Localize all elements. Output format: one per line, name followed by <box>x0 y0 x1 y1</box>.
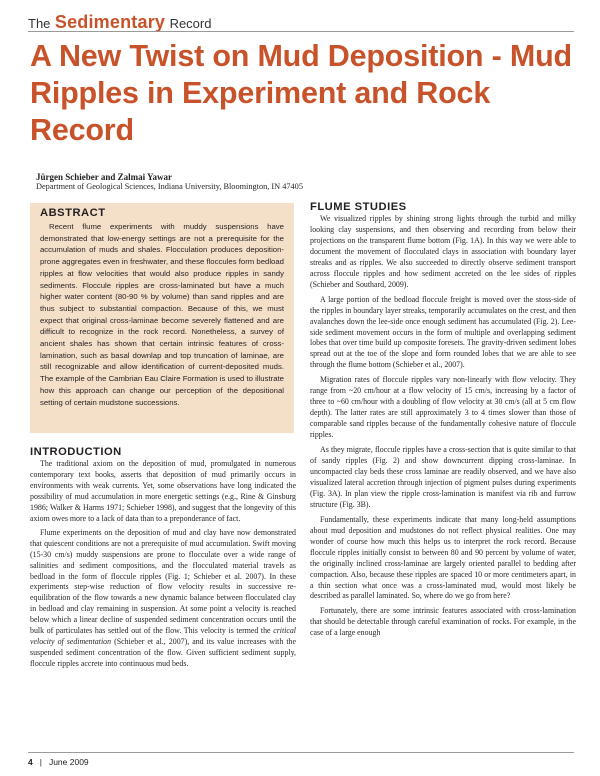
journal-name: Sedimentary <box>54 12 166 32</box>
paragraph-text: (Schieber et al., 2007), and its value increases with the suspended sediment concentration of the flow. Given sufficient sediment supply, floccule ripples accrete into continuous mud beds. <box>30 637 296 669</box>
introduction-paragraph <box>30 528 296 670</box>
abstract-box <box>30 203 294 433</box>
introduction-section <box>30 446 296 673</box>
paragraph-text: Flume experiments on the deposition of mud and clay have now demonstrated that quiescent conditions are not a prerequisite of mud accumulation. Swift moving (15-30 cm/s) muddy suspensions are prone to flocculate over a wide range of salinities and sediment compositions, and the flocculated material travels as bedload in the form of floccule ripples (Fig. 1; Schieber et al. 2007). In these experiments step-wise reduction of flow velocity results in successive re-equilibration of the flow towards a new dynamic balance between flocculated clay in bedload and clay remaining in suspension. At some point a velocity is reached below which a linear decline of suspended sediment concentration occurs until the bulk of particulates has settled out of the flow. This velocity is termed the <box>30 527 296 636</box>
header-rule <box>28 31 574 32</box>
masthead-suffix: Record <box>169 16 212 31</box>
abstract-text: Recent flume experiments with muddy suspensions have demonstrated that low-energy settings are not a prerequisite for the accumulation of muds and shales. Flocculation produces deposition-prone aggregates even in freshwater, and these floccules form bedload ripples at flow velocities that would also produce ripples in sandy sediments. Floccule ripples are cross-laminated but have a much higher water content (80-90 % by volume) than sand ripples and are thus subject to substantial compaction. Because of this, we must expect that original cross-laminae become severely flattened and are difficult to recognize in the rock record. Nonetheless, a survey of ancient shales has shown that certain intrinsic features of cross-lamination, such as basal downlap and top truncation of laminae, are still recognizable and allow identification of current-deposited muds. The example of the Cambrian Eau Claire Formation is used to illustrate how this approach can change our perception of the depositional setting of certain mudstone successions. <box>40 222 284 407</box>
flume-studies-section <box>310 201 576 643</box>
flume-studies-heading: FLUME STUDIES <box>310 201 407 213</box>
flume-paragraph: We visualized ripples by shining strong lights through the turbid and milky looking clay suspensions, and then observing and recording from below their projections on the transparent flume bottom (Fig. 1A). In this way we were able to document the movement of flocculated clays in association with boundary layer streaks and as ripples. We also succeeded to directly observe sediment transport across floccule ripples and how sediment accreted on the lee sides of ripples (Schieber and Southard, 2009). <box>310 214 576 289</box>
introduction-heading: INTRODUCTION <box>30 446 122 458</box>
flume-paragraph: Fundamentally, these experiments indicate that many long-held assumptions about mud deposition and mudstones do not reflect physical realities. One may wonder of course how much this helps us to interpret the rock record. Because floccule ripples initially consist to between 80 and 90 percent by volume of water, the originally inclined cross-laminae are largely oriented parallel to bedding after compaction. Also, because these ripples are spaced 10 or more centimeters apart, in a thin section what once was a cross-laminated mud, would most likely be described as parallel laminated. So, where do we go from here? <box>310 514 576 601</box>
author-line: Jürgen Schieber and Zalmai Yawar <box>36 172 173 182</box>
flume-paragraph: Fortunately, there are some intrinsic features associated with cross-lamination that should be detectable through careful examination of rocks. For example, in the case of a large enough <box>310 606 576 638</box>
article-title: A New Twist on Mud Deposition - Mud Ripples in Experiment and Rock Record <box>30 39 572 147</box>
flume-paragraph: A large portion of the bedload floccule freight is moved over the stoss-side of the ripples in boundary layer streaks, temporarily accumulates on the crest, and then avalanches down the lee-side once enough sediment has accumulated (Fig. 2). Lee-side sediment movement occurs in the form of multiple and overlapping sediment lobes that over time build up composite foresets. The gravity-driven sediment lobes spread out at the toe of the slope and form rounded lobes that we are able to see through the flume bottom (Schieber et al., 2007). <box>310 294 576 370</box>
masthead-prefix: The <box>28 16 51 31</box>
issue-date: June 2009 <box>48 757 89 767</box>
affiliation-line: Department of Geological Sciences, Indiana University, Bloomington, IN 47405 <box>36 182 303 191</box>
page-footer <box>28 757 89 767</box>
page-number: 4 <box>28 757 33 767</box>
footer-rule <box>28 752 574 753</box>
flume-paragraph: Migration rates of floccule ripples vary non-linearly with flow velocity. They range from ~20 cm/hour at a flow velocity of 15 cm/s, increasing by a factor of three to ~60 cm/hour with a doubling of flow velocity at 30 cm/s (all at 5 cm flow depth). The latter rates are still approximately 3 to 4 times slower than those of comparable sand ripples because of the fundamentally cohesive nature of floccule ripples. <box>310 375 576 440</box>
introduction-paragraph: The traditional axiom on the deposition of mud, promulgated in numerous contemporary text books, asserts that deposition of mud primarily occurs in environments with weak currents. Yet, some observations have long indicated the possibility of mud accumulation in more energetic settings (e.g., Rine & Ginsburg 1986; Walker & Harms 1971; Schieber 1998), and suggest that the longevity of this axiom owes more to a lack of data than to a preponderance of fact. <box>30 459 296 523</box>
flume-paragraph: As they migrate, floccule ripples have a cross-section that is quite similar to that of sandy ripples (Fig. 2) and show downcurrent dipping cross-laminae. In uncompacted clay beds these cross laminae are readily observed, and we have also visualized lateral accretion through injection of pigment pulses during experiments (Fig. 3A). In plan view the ripple cross-lamination is manifest via rib and furrow structure (Fig. 3B). <box>310 445 576 509</box>
footer-separator: | <box>39 757 42 767</box>
abstract-heading: ABSTRACT <box>40 207 106 219</box>
italic-term: critical velocity of sedimentation <box>30 626 296 647</box>
